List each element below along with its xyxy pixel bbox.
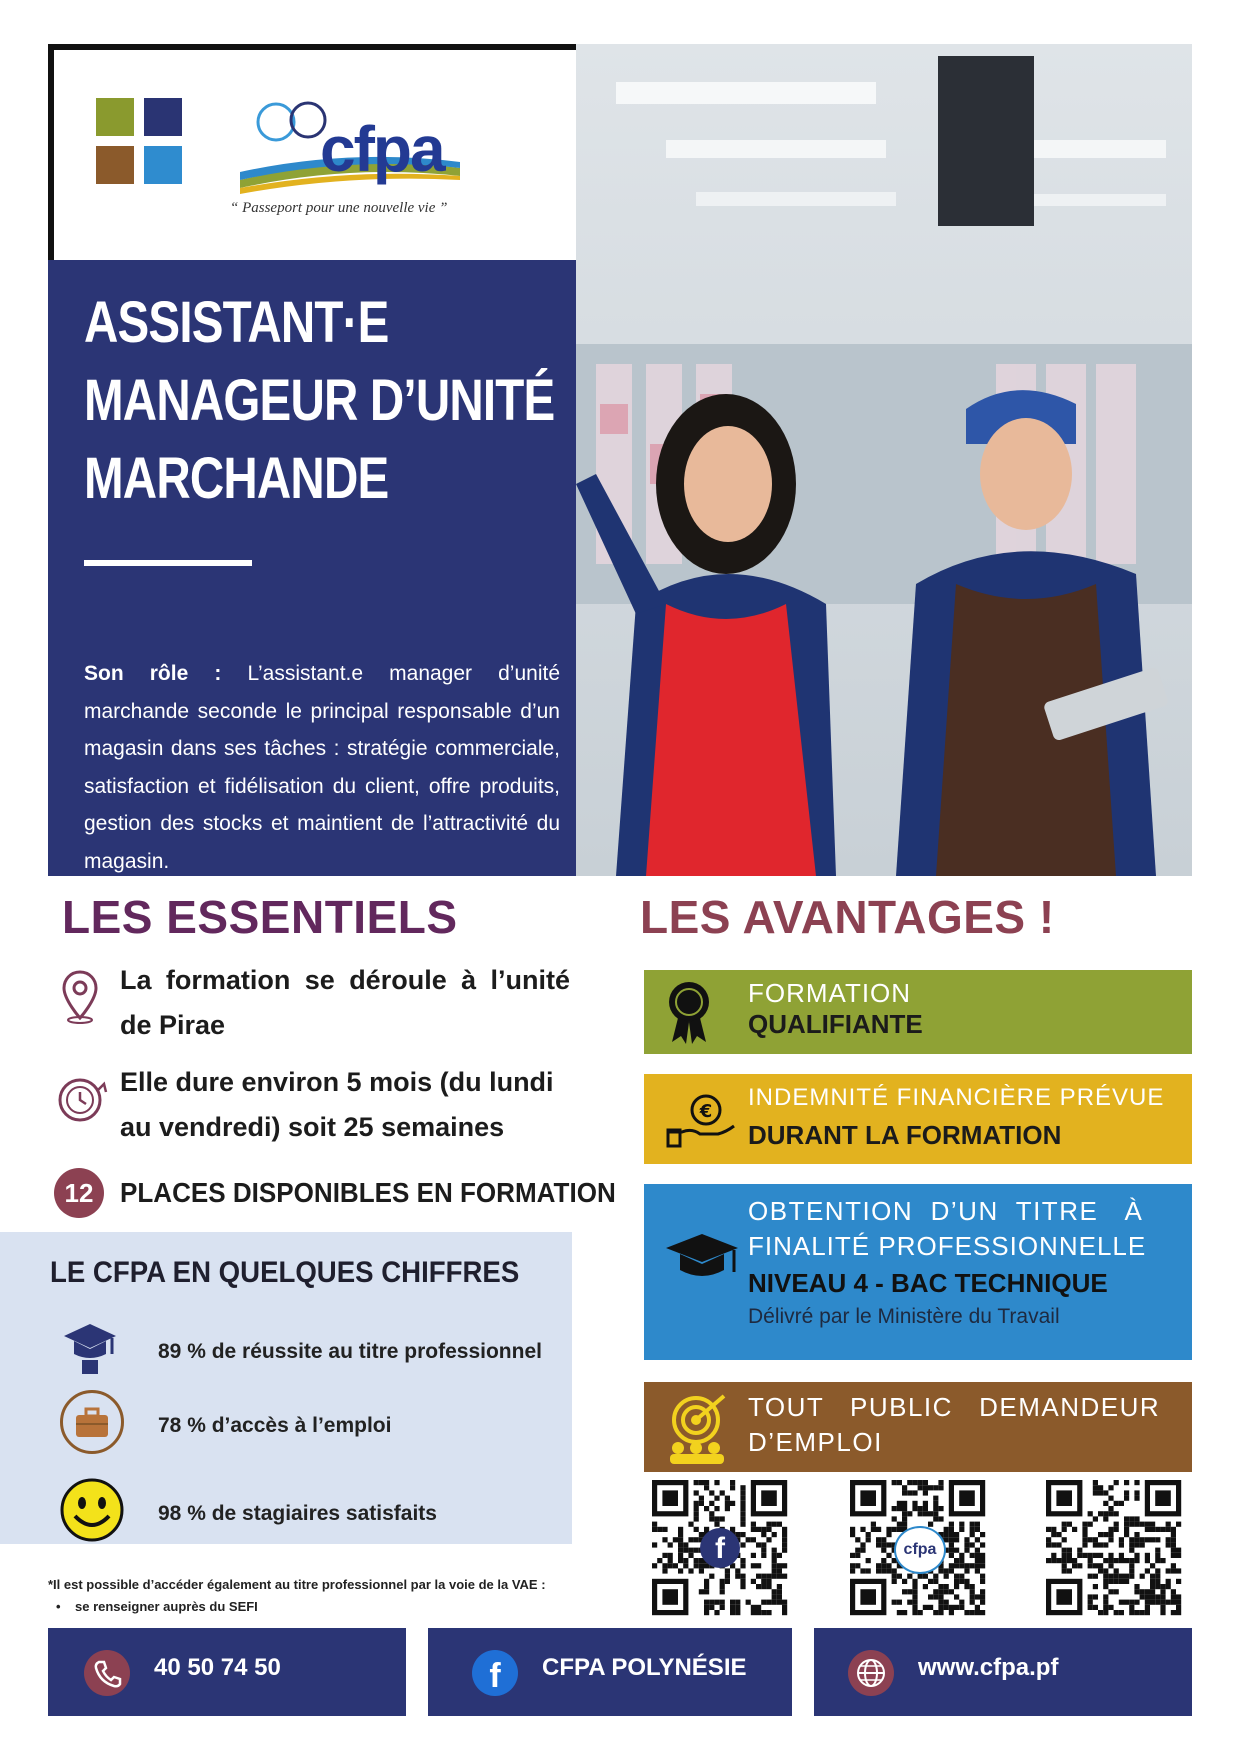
role-description xyxy=(84,655,560,880)
avantages-heading: LES AVANTAGES ! xyxy=(640,891,1055,943)
cfpa-qr-logo: cfpa xyxy=(894,1526,946,1574)
footnote-bullet-text: se renseigner auprès du SEFI xyxy=(75,1599,258,1614)
phone-icon xyxy=(84,1650,130,1696)
facebook-icon: f xyxy=(700,1528,740,1568)
logo-square-blue xyxy=(144,146,182,184)
stat-reussite: 89 % de réussite au titre professionnel xyxy=(158,1340,542,1363)
qr-code-website[interactable] xyxy=(1046,1480,1182,1616)
footer-website[interactable] xyxy=(814,1628,1192,1716)
hero-photo xyxy=(576,44,1192,876)
logo-panel xyxy=(48,44,576,260)
avantage-titre-line-3: NIVEAU 4 - BAC TECHNIQUE xyxy=(748,1268,1108,1298)
essentiels-heading: LES ESSENTIELS xyxy=(62,891,458,943)
avantage-formation-line-2: QUALIFIANTE xyxy=(748,1009,923,1039)
role-label: Son rôle : xyxy=(84,662,222,685)
title-panel xyxy=(48,260,576,876)
title-line-1: ASSISTANT·E xyxy=(84,290,389,355)
avantage-indemnite-line-2: DURANT LA FORMATION xyxy=(748,1120,1062,1150)
qr-code-cfpa[interactable] xyxy=(850,1480,986,1616)
essentiel-duration: Elle dure environ 5 mois (du lundi au vendredi) soit 25 semaines xyxy=(120,1067,554,1142)
avantage-public-line-1: TOUT PUBLIC DEMANDEUR xyxy=(748,1392,1161,1422)
target-audience-icon xyxy=(664,1392,734,1469)
qr-code-facebook[interactable] xyxy=(652,1480,788,1616)
avantage-titre-line-4: Délivré par le Ministère du Travail xyxy=(748,1305,1060,1328)
avantage-titre xyxy=(644,1184,1192,1360)
logo-tagline: “ Passeport pour une nouvelle vie ” xyxy=(230,200,448,216)
avantage-indemnite-line-1: INDEMNITÉ FINANCIÈRE PRÉVUE xyxy=(748,1084,1165,1111)
footer-facebook[interactable] xyxy=(428,1628,792,1716)
avantage-public-line-2: D’EMPLOI xyxy=(748,1427,883,1457)
phone-number: 40 50 74 50 xyxy=(154,1654,281,1681)
footnote xyxy=(48,1574,546,1618)
graduation-diploma-icon xyxy=(62,1320,118,1385)
essentiel-places: PLACES DISPONIBLES EN FORMATION xyxy=(120,1177,616,1208)
briefcase-icon xyxy=(60,1390,124,1454)
logo-square-brown xyxy=(96,146,134,184)
title-divider xyxy=(84,560,252,566)
page-title xyxy=(84,284,555,518)
title-line-3: MARCHANDE xyxy=(84,446,389,511)
footer-phone[interactable] xyxy=(48,1628,406,1716)
svg-text:€: € xyxy=(699,1101,713,1122)
facebook-logo-icon: f xyxy=(472,1650,518,1696)
avantage-titre-line-2: FINALITÉ PROFESSIONNELLE xyxy=(748,1231,1147,1261)
website-url: www.cfpa.pf xyxy=(918,1654,1059,1681)
avantage-formation-line-1: FORMATION xyxy=(748,978,912,1008)
logo-square-green xyxy=(96,98,134,136)
avantage-titre-line-1: OBTENTION D’UN TITRE À xyxy=(748,1196,1144,1226)
graduation-cap-icon xyxy=(664,1228,740,1293)
location-pin-icon xyxy=(60,968,100,1029)
avantage-indemnite xyxy=(644,1074,1192,1164)
logo-name: cfpa xyxy=(320,113,444,185)
stat-satisfaction: 98 % de stagiaires satisfaits xyxy=(158,1502,437,1525)
role-text: L’assistant.e manager d’unité marchande seconde le principal responsable d’un magasin dans ses tâches : stratégie commerciale, satisfaction et fidélisation du client, offre produits, gestion des stocks et maintient de l’attractivité du magasin. xyxy=(84,662,561,873)
smiley-icon xyxy=(60,1478,124,1547)
globe-icon xyxy=(848,1650,894,1696)
avantage-public xyxy=(644,1382,1192,1472)
logo-square-navy xyxy=(144,98,182,136)
clock-duration-icon xyxy=(54,1070,110,1131)
chiffres-panel xyxy=(0,1232,572,1544)
title-line-2: MANAGEUR D’UNITÉ xyxy=(84,368,555,433)
avantage-formation xyxy=(644,970,1192,1054)
chiffres-heading: LE CFPA EN QUELQUES CHIFFRES xyxy=(50,1256,520,1289)
footnote-line-1: *Il est possible d’accéder également au titre professionnel par la voie de la VAE : xyxy=(48,1577,546,1592)
stat-emploi: 78 % d’accès à l’emploi xyxy=(158,1414,392,1437)
places-number-badge: 12 xyxy=(54,1168,104,1218)
award-ribbon-icon xyxy=(664,978,714,1053)
footnote-line-2: • se renseigner auprès du SEFI xyxy=(56,1599,258,1614)
euro-hand-icon xyxy=(664,1092,738,1155)
facebook-page-name: CFPA POLYNÉSIE xyxy=(542,1654,747,1681)
essentiel-location: La formation se déroule à l’unité de Pirae xyxy=(120,965,570,1040)
